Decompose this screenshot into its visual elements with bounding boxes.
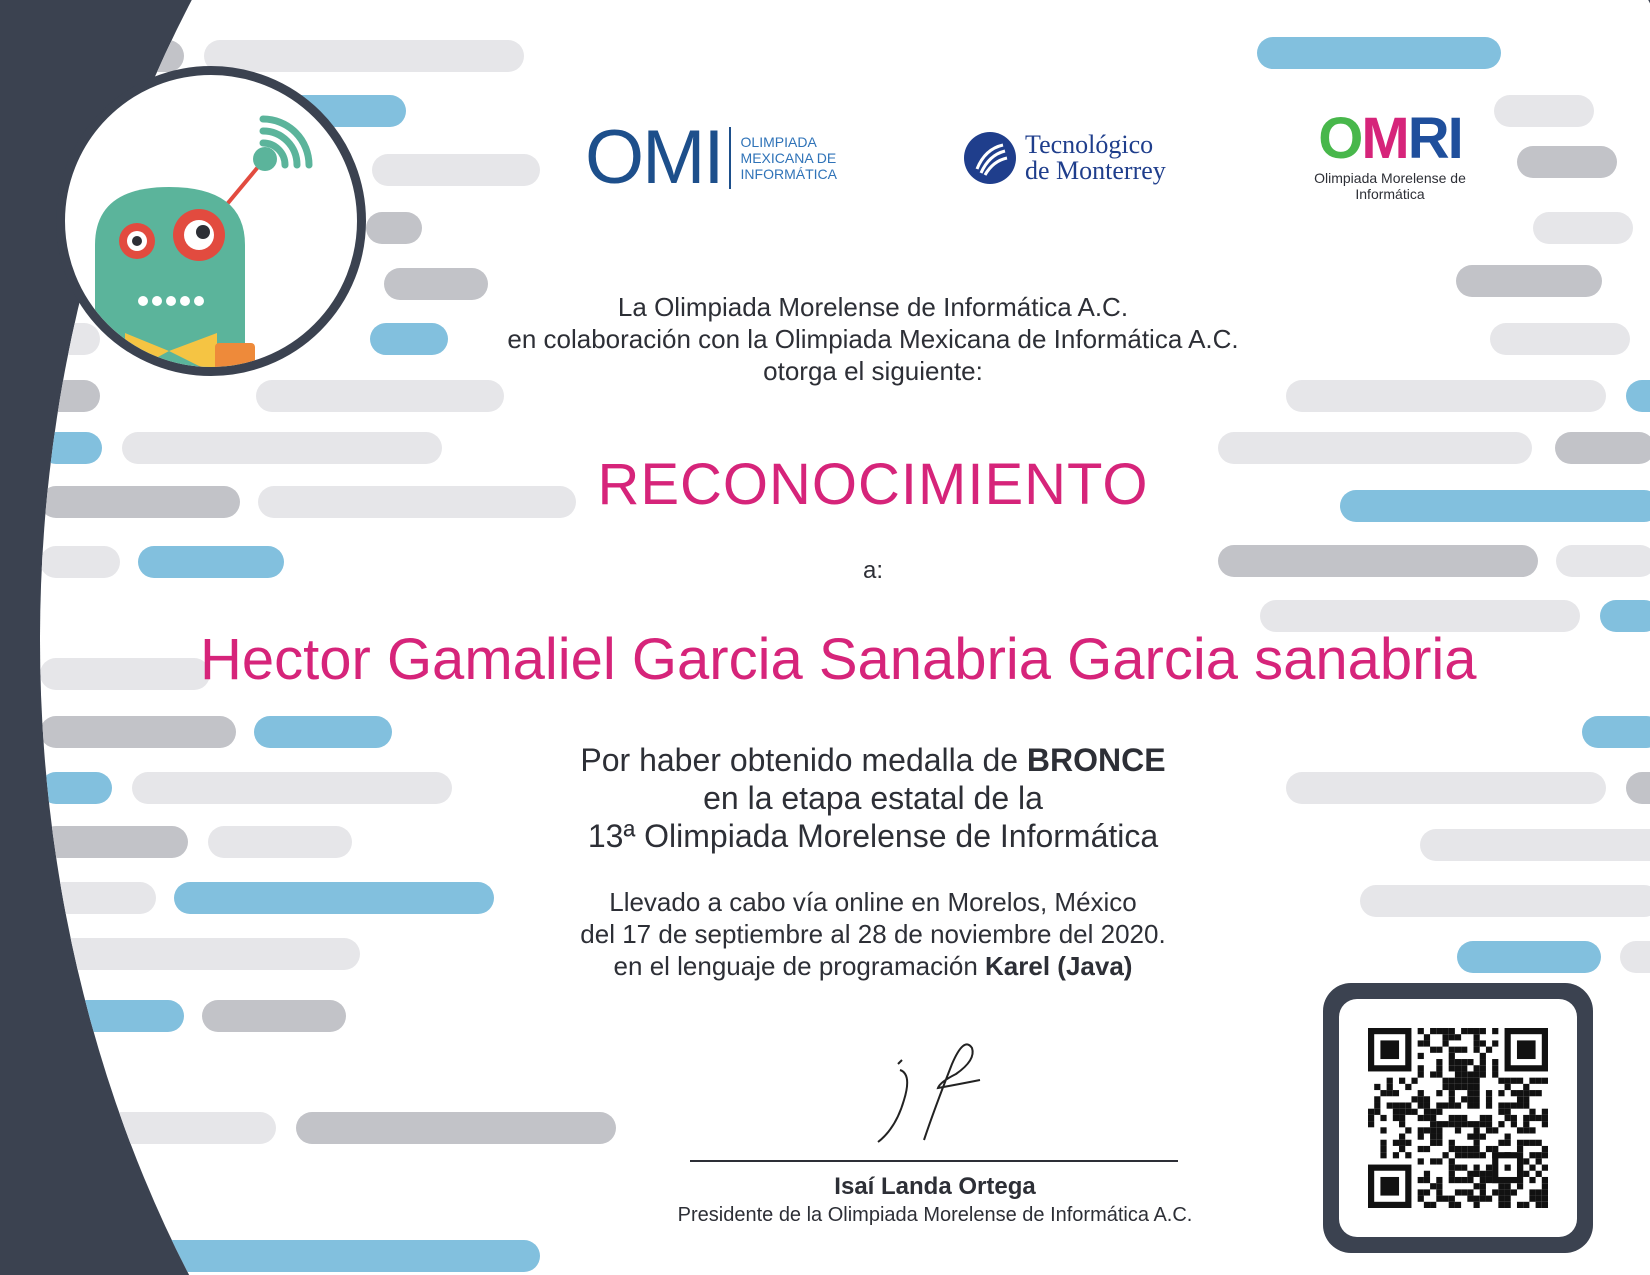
- intro-line-1: La Olimpiada Morelense de Informática A.C.: [617, 292, 1129, 322]
- omri-mark: OMRI: [1318, 106, 1462, 171]
- intro-line-3: otorga el siguiente:: [763, 356, 983, 386]
- signer-role: Presidente de la Olimpiada Morelense de Informática A.C.: [677, 1204, 1193, 1226]
- recipient-name: Hector Gamaliel Garcia Sanabria Garcia sanabria: [200, 627, 1477, 692]
- omi-logo: [585, 115, 837, 200]
- qr-code-frame: [1323, 983, 1593, 1253]
- signer-name: Isaí Landa Ortega: [834, 1173, 1036, 1200]
- decor-bar: [40, 1240, 540, 1272]
- details-text: [0, 886, 1650, 982]
- award-line-3: 13ª Olimpiada Morelense de Informática: [587, 818, 1159, 854]
- omri-logo: OMRI Olimpiada Morelense de Informática: [1290, 108, 1490, 202]
- details-line-2: del 17 de septiembre al 28 de noviembre del 2020.: [580, 919, 1166, 949]
- decor-bar: [372, 154, 540, 186]
- award-line-1: Por haber obtenido medalla de BRONCE: [580, 742, 1166, 778]
- decor-bar: [1257, 37, 1501, 69]
- decor-bar: [296, 1112, 616, 1144]
- tec-logo: [963, 128, 1166, 188]
- omi-divider: [729, 127, 731, 189]
- details-line-3: en el lenguaje de programación Karel (Java): [613, 951, 1133, 981]
- signature-icon: [860, 1030, 1000, 1150]
- decor-bar: [204, 40, 524, 72]
- to-label: a:: [862, 557, 883, 584]
- tec-text: Tecnológico de Monterrey: [1025, 130, 1166, 185]
- omi-mark: OMI: [585, 115, 723, 200]
- medal: BRONCE: [1026, 742, 1166, 778]
- decor-bar: [40, 1112, 276, 1144]
- decor-bar: [202, 1000, 346, 1032]
- language: Karel (Java): [985, 951, 1133, 981]
- details-line-1: Llevado a cabo vía online en Morelos, México: [609, 887, 1137, 917]
- tec-seal-icon: [963, 131, 1017, 185]
- signature-line: [690, 1160, 1178, 1162]
- decor-bar: [1533, 212, 1633, 244]
- award-text: [0, 741, 1650, 855]
- decor-bar: [40, 658, 210, 690]
- intro-line-2: en colaboración con la Olimpiada Mexicana de Informática A.C.: [507, 324, 1239, 354]
- qr-code-icon: [1368, 1028, 1548, 1208]
- certificate-title: RECONOCIMIENTO: [597, 452, 1149, 517]
- decor-bar: [1517, 146, 1617, 178]
- intro-text: [0, 291, 1650, 387]
- decor-bar: [40, 1000, 184, 1032]
- qr-code-panel: [1339, 999, 1577, 1237]
- decor-bar: [1494, 95, 1594, 127]
- decor-bar: [118, 40, 184, 72]
- omi-text: OLIMPIADA MEXICANA DE INFORMÁTICA: [740, 134, 837, 182]
- decor-bar: [366, 212, 422, 244]
- award-line-2: en la etapa estatal de la: [703, 780, 1043, 816]
